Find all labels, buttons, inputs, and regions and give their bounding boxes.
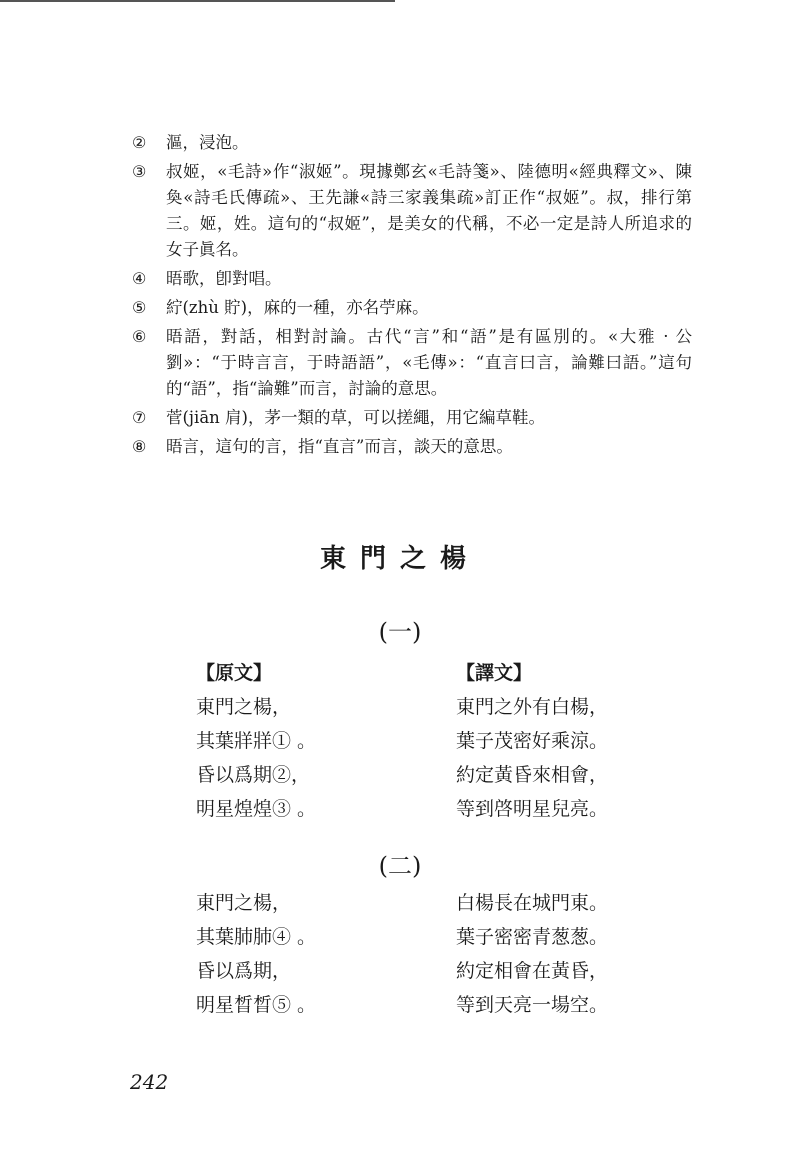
- translation-header: 【譯文】: [456, 662, 533, 684]
- original-line: 昏以爲期②，: [196, 764, 311, 786]
- stanza-2-original: [196, 886, 316, 1022]
- note-3: [132, 159, 692, 263]
- note-7: [132, 405, 692, 431]
- translation-line: 葉子密密青葱葱。: [456, 926, 609, 948]
- note-4: [132, 266, 692, 292]
- top-rule: [0, 0, 395, 2]
- stanza-2-translation: [456, 886, 608, 1022]
- note-number: ②: [132, 133, 147, 152]
- original-line: 其葉肺肺④ 。: [196, 926, 317, 948]
- translation-line: 白楊長在城門東。: [456, 892, 609, 914]
- translation-line: 葉子茂密好乘涼。: [456, 730, 609, 752]
- page-number: 242: [130, 1070, 169, 1094]
- note-text: 叔姬，«毛詩»作“淑姬”。現據鄭玄«毛詩箋»、陸德明«經典釋文»、陳奐«詩毛氏傳疏»、王先謙«詩三家義集疏»訂正作“叔姬”。叔，排行第三。姬，姓。這句的“叔姬”，是美女的代稱，不必一定是詩人所追求的女子眞名。: [166, 162, 692, 259]
- note-6: [132, 324, 692, 402]
- original-header: 【原文】: [196, 662, 273, 684]
- note-number: ⑦: [132, 408, 147, 427]
- poem-title: 東門之楊: [319, 544, 480, 574]
- translation-line: 等到天亮一場空。: [456, 994, 609, 1016]
- note-text: 紵(zhù 貯)，麻的一種，亦名苧麻。: [166, 298, 429, 317]
- note-text: 晤言，這句的言，指“直言”而言，談天的意思。: [166, 437, 513, 456]
- note-5: [132, 295, 692, 321]
- note-text: 菅(jiān 肩)，茅一類的草，可以搓繩，用它編草鞋。: [166, 408, 545, 427]
- note-number: ③: [132, 162, 147, 181]
- stanza-2-heading: (二): [378, 852, 422, 880]
- footnotes: [132, 130, 692, 463]
- translation-line: 約定黃昏來相會，: [456, 764, 609, 786]
- note-number: ⑤: [132, 298, 147, 317]
- note-number: ⑥: [132, 327, 147, 346]
- original-line: 明星煌煌③ 。: [196, 798, 317, 820]
- note-text: 漚，浸泡。: [166, 133, 249, 152]
- translation-line: 等到啓明星兒亮。: [456, 798, 609, 820]
- translation-line: 東門之外有白楊，: [456, 696, 609, 718]
- original-line: 東門之楊，: [196, 892, 292, 914]
- original-line: 昏以爲期，: [196, 960, 292, 982]
- stanza-1-heading: (一): [378, 618, 422, 646]
- original-line: 明星晳晳⑤ 。: [196, 994, 317, 1016]
- original-line: 其葉牂牂① 。: [196, 730, 317, 752]
- original-line: 東門之楊，: [196, 696, 292, 718]
- note-8: [132, 434, 692, 460]
- note-number: ④: [132, 269, 147, 288]
- note-text: 晤歌，卽對唱。: [166, 269, 282, 288]
- stanza-1-translation: [456, 656, 608, 826]
- note-text: 晤語，對話，相對討論。古代“言”和“語”是有區別的。«大雅 · 公劉»：“于時言言，于時語語”，«毛傳»：“直言曰言，論難曰語。”這句的“語”，指“論難”而言，討論的意思。: [166, 327, 692, 398]
- stanza-1-original: [196, 656, 316, 826]
- note-number: ⑧: [132, 437, 147, 456]
- note-2: [132, 130, 692, 156]
- translation-line: 約定相會在黃昏，: [456, 960, 609, 982]
